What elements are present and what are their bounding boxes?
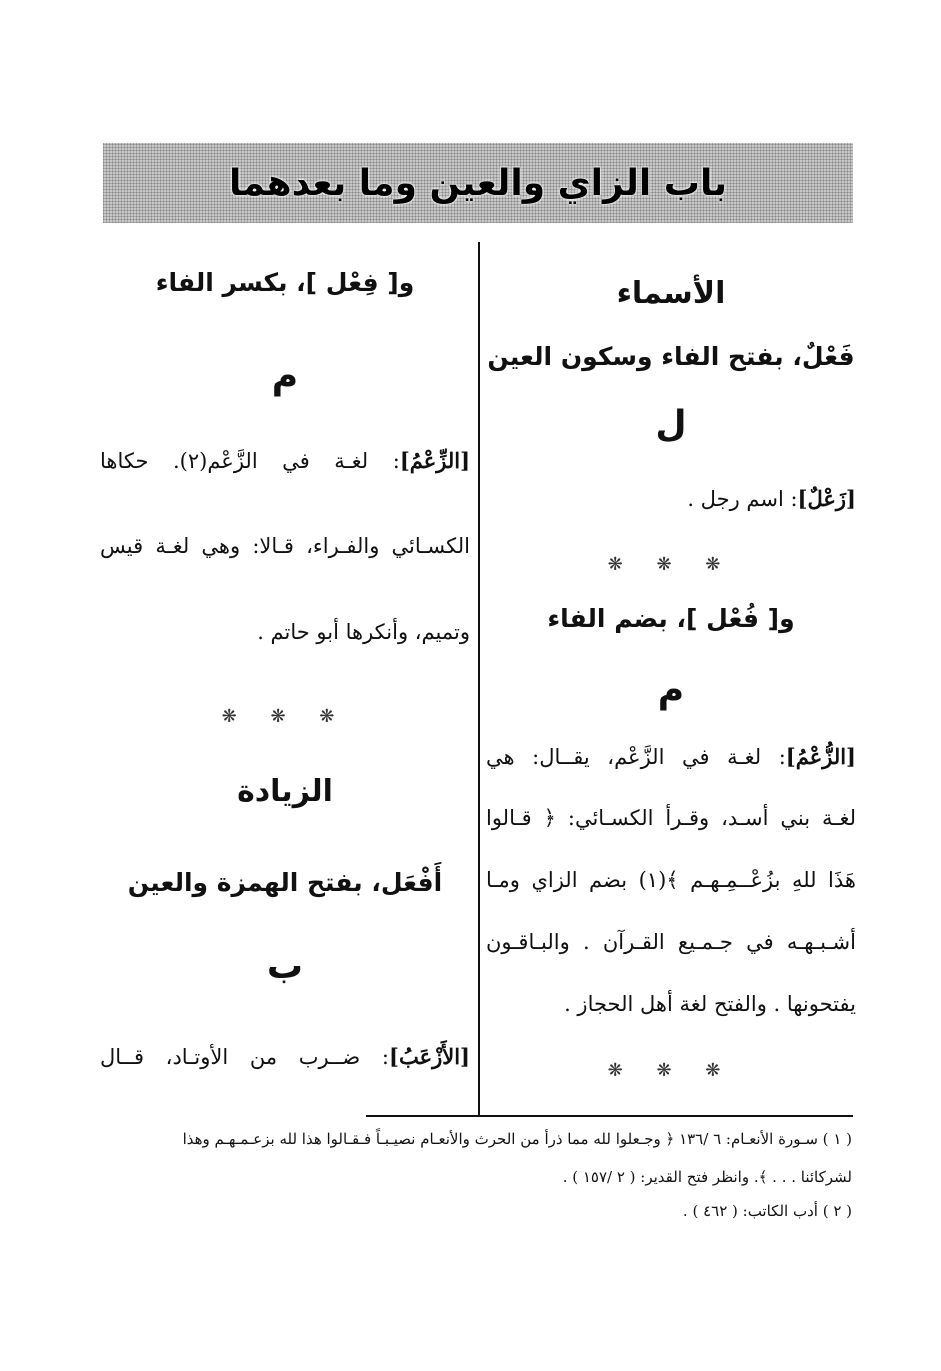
- entry-1: [486, 486, 856, 511]
- chapter-banner: [103, 143, 853, 223]
- section-heading-addition: الزيادة: [237, 774, 333, 809]
- entry-3-term: [الزِّعْمُ]: [399, 448, 471, 473]
- entry-2-term: [الزُّعْمُ]: [785, 744, 856, 769]
- entry-2-line-1: [الزُّعْمُ]: لغـة في الزَّعْم، يقــال: هي: [486, 744, 856, 769]
- entry-3-line-2: الكسـائي والفـراء، قـالا: وهي لغـة قيس: [100, 534, 470, 558]
- pattern-heading-3: و[ فِعْل ]، بكسر الفاء: [155, 268, 415, 297]
- entry-2-line-2: لغـة بني أسـد، وقـرأ الكسـائي: ﴿ قـالوا: [486, 806, 856, 830]
- separator-stars-1: ❋ ❋ ❋: [607, 554, 735, 575]
- entry-1-term: [زَعْلٌ]: [797, 486, 856, 511]
- pattern-heading-1: فَعْلٌ، بفتح الفاء وسكون العين: [487, 342, 855, 371]
- footnote-1-line-2: لشركائنا . . . ﴾. وانظر فتح القدير: ( ٢ /١٥٧ ) .: [562, 1168, 852, 1186]
- entry-4-line-1: [الأَزْعَبُ]: ضــرب من الأوتـاد، قــال: [100, 1044, 470, 1069]
- section-heading-names: الأسماء: [616, 276, 726, 311]
- separator-stars-2: ❋ ❋ ❋: [607, 1060, 735, 1081]
- root-letter-1: ل: [655, 404, 687, 445]
- entry-4-term: [الأَزْعَبُ]: [389, 1044, 470, 1069]
- entry-2-line-5: يفتحونها . والفتح لغة أهل الحجاز .: [564, 992, 856, 1016]
- root-letter-4: ب: [266, 946, 304, 987]
- entry-2-line-4: أشـبـهـه في جـمـيع القـرآن . والبـاقـون: [486, 930, 856, 954]
- root-letter-2: م: [657, 670, 685, 711]
- pattern-heading-2: و[ فُعْل ]، بضم الفاء: [547, 604, 795, 633]
- column-divider: [478, 242, 480, 1116]
- separator-stars-3: ❋ ❋ ❋: [221, 706, 349, 727]
- chapter-title: باب الزاي والعين وما بعدهما: [228, 162, 727, 204]
- entry-3-line-3: وتميم، وأنكرها أبو حاتم .: [257, 620, 470, 644]
- entry-3-line-1: [الزِّعْمُ]: لغـة في الزَّعْم(٢). حكاها: [100, 448, 471, 473]
- entry-1-text: : اسم رجل .: [687, 487, 798, 511]
- root-letter-3: م: [271, 356, 299, 397]
- footnote-1-line-1: ( ١ ) سـورة الأنعـام: ٦ /١٣٦ ﴿ وجـعلوا لله مما ذرأ من الحرث والأنعـام نصيـبـاً فـقـالوا هذا لله بزعـمـهـم وهذا: [182, 1130, 852, 1148]
- pattern-heading-4: أَفْعَل، بفتح الهمزة والعين: [127, 868, 443, 897]
- footnote-divider: [366, 1115, 853, 1117]
- entry-2-line-3: هَذَا للهِ بزُعْــمِـهـم ﴾(١) بضم الزاي ومـا: [486, 868, 856, 892]
- footnote-2: ( ٢ ) أدب الكاتب: ( ٤٦٢ ) .: [682, 1202, 852, 1220]
